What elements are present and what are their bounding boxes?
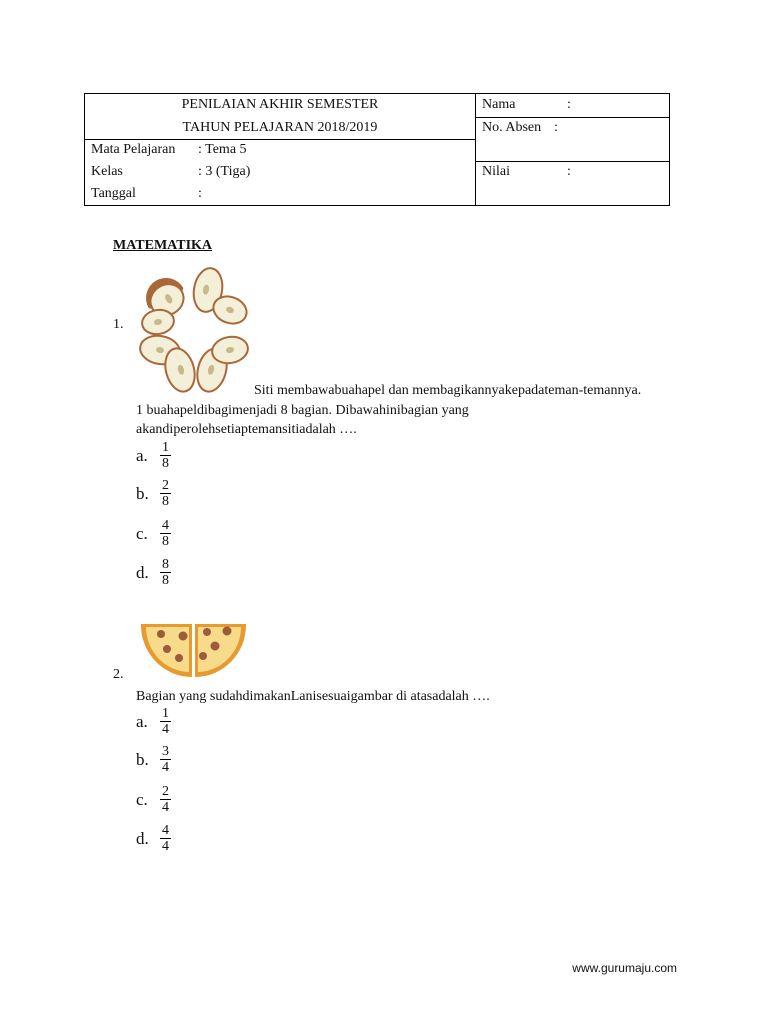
fraction: $\frac{4}{4}$ xyxy=(162,823,169,854)
option-letter: a. xyxy=(136,445,148,465)
table-divider xyxy=(85,139,475,140)
table-divider xyxy=(475,161,669,162)
question-text: Siti membawabuahapel dan membagikannyakepadateman-temannya. xyxy=(254,383,642,398)
answer-option-c[interactable] xyxy=(136,784,171,815)
nama-field[interactable]: : xyxy=(567,97,571,112)
answer-option-a[interactable] xyxy=(136,706,171,737)
option-letter: c. xyxy=(136,789,148,809)
answer-option-a[interactable] xyxy=(136,440,171,471)
table-divider xyxy=(475,117,669,118)
question-text: Bagian yang sudahdimakanLanisesuaigambar di atasadalah …. xyxy=(136,689,490,704)
option-letter: a. xyxy=(136,711,148,731)
answer-option-d[interactable] xyxy=(136,557,171,588)
nama-label: Nama xyxy=(482,97,516,112)
tanggal-value: : xyxy=(198,186,202,201)
mapel-label: Mata Pelajaran xyxy=(91,142,176,157)
option-letter: b. xyxy=(136,483,149,503)
fraction: $\frac{2}{4}$ xyxy=(162,784,169,815)
mapel-value: : Tema 5 xyxy=(198,142,247,157)
question-text: akandiperolehsetiaptemansitiadalah …. xyxy=(136,422,357,437)
fraction: $\frac{1}{8}$ xyxy=(162,440,169,471)
option-letter: c. xyxy=(136,523,148,543)
absen-field[interactable]: : xyxy=(554,120,558,135)
apple-slices-image xyxy=(136,266,252,396)
answer-option-d[interactable] xyxy=(136,823,171,854)
pizza-half-image xyxy=(139,622,249,680)
nilai-field[interactable]: : xyxy=(567,164,571,179)
fraction: $\frac{3}{4}$ xyxy=(162,744,169,775)
option-letter: d. xyxy=(136,562,149,582)
question-number: 1. xyxy=(113,317,124,332)
exam-year: TAHUN PELAJARAN 2018/2019 xyxy=(182,120,378,135)
question-text: 1 buahapeldibagimenjadi 8 bagian. Dibawahinibagian yang xyxy=(136,403,469,418)
fraction: $\frac{1}{4}$ xyxy=(162,706,169,737)
header-table xyxy=(84,93,670,206)
absen-label: No. Absen xyxy=(482,120,542,135)
fraction: $\frac{8}{8}$ xyxy=(162,557,169,588)
footer-url: www.gurumaju.com xyxy=(572,961,677,975)
kelas-value: : 3 (Tiga) xyxy=(198,164,251,179)
answer-option-b[interactable] xyxy=(136,744,171,775)
nilai-label: Nilai xyxy=(482,164,510,179)
tanggal-label: Tanggal xyxy=(91,186,136,201)
question-number: 2. xyxy=(113,667,124,682)
fraction: $\frac{2}{8}$ xyxy=(162,478,169,509)
option-letter: b. xyxy=(136,749,149,769)
answer-option-c[interactable] xyxy=(136,518,171,549)
exam-title: PENILAIAN AKHIR SEMESTER xyxy=(181,97,379,112)
fraction: $\frac{4}{8}$ xyxy=(162,518,169,549)
table-divider xyxy=(475,94,476,205)
subject-heading: MATEMATIKA xyxy=(113,238,213,253)
kelas-label: Kelas xyxy=(91,164,123,179)
option-letter: d. xyxy=(136,828,149,848)
answer-option-b[interactable] xyxy=(136,478,171,509)
